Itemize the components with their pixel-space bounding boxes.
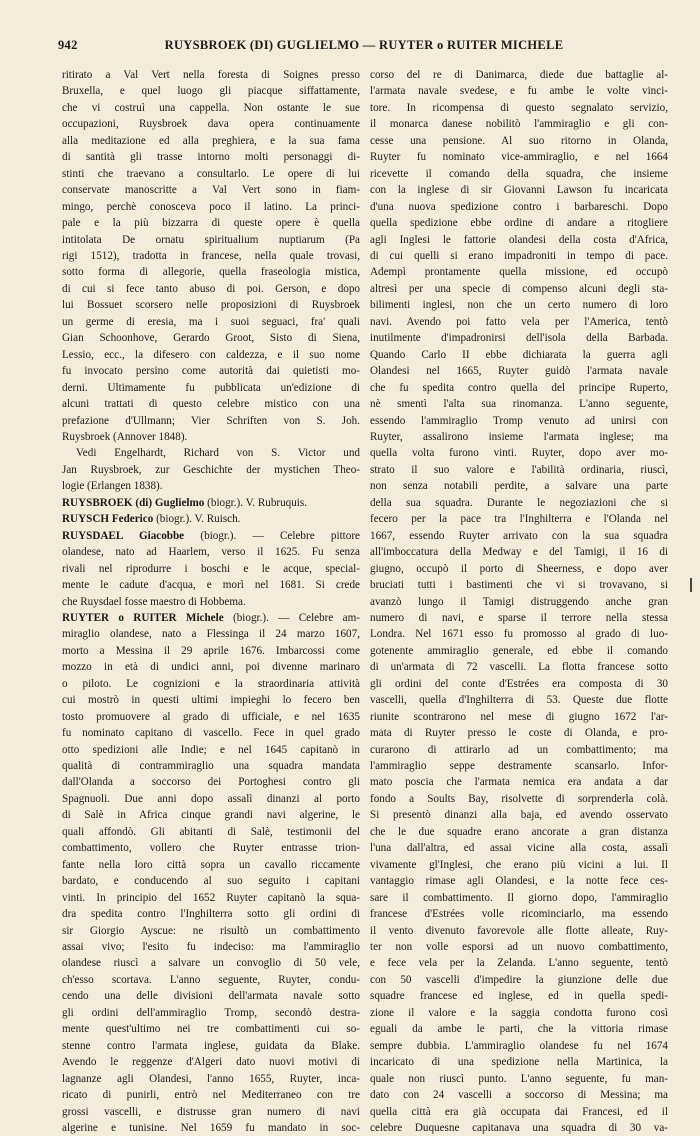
left-column-line: algerine e tunisine. Nel 1659 fu mandato in soc- xyxy=(62,1122,360,1134)
left-column xyxy=(62,67,360,1134)
right-column-line: che le due squadre erano ancorate a gran distanza xyxy=(370,825,668,838)
right-column-line: vantaggio rimase agli Olandesi, e la notte fece ces- xyxy=(370,875,668,888)
right-column-line: quale non riuscì punto. L'anno seguente, fu man- xyxy=(370,1072,668,1085)
right-column-line: Si presentò dinanzi alla baja, ed avendo osservato xyxy=(370,809,668,822)
left-column-line: dall'Olanda a soccorso dei Portoghesi contro gli xyxy=(62,776,360,789)
right-column-line: d'una nuova spedizione contro i barbareschi. Dopo xyxy=(370,200,668,213)
left-column-line: mente quest'ultimo nei tre combattimenti cui so- xyxy=(62,1023,360,1036)
left-column-line: un germe di eresia, ma i suoi seguaci, fra' quali xyxy=(62,315,360,328)
left-column-line: olandese riuscì a salvare un convoglio di 50 vele, xyxy=(62,957,360,970)
right-column-line: celebre Duquesne capitanava una squadra di 30 va- xyxy=(370,1122,668,1134)
left-column-line: miraglio olandese, nato a Flessinga il 24 marzo 1607, xyxy=(62,628,360,641)
right-column-line: all'imboccatura della Medway e del Tamigi, il 16 di xyxy=(370,546,668,559)
left-column-line: prefazione d'Ullmann; Vier Schriften von S. Joh. xyxy=(62,414,360,427)
entry-headword: RUYTER o RUITER Michele xyxy=(62,611,224,624)
right-column-line: giugno, occupò il porto di Sheerness, e dopo aver xyxy=(370,562,668,575)
right-column-line: vascelli, quella d'Inghilterra di 53. Queste due flotte xyxy=(370,694,668,707)
right-column-line: cesse una pensione. Al suo ritorno in Olanda, xyxy=(370,134,668,147)
right-column-line: sempre dubbia. L'ammiraglio olandese fu nel 1674 xyxy=(370,1039,668,1052)
left-column-line: stenne contro l'armata inglese, guidata da Blake. xyxy=(62,1039,360,1052)
left-column-line: ch'esso scortava. L'anno seguente, Ruyter, condu- xyxy=(62,973,360,986)
left-column-line: bardato, e conducendo al suo seguito i capitani xyxy=(62,875,360,888)
left-column-line: qualità di contrammiraglio una squadra mandata xyxy=(62,760,360,773)
right-column-line: Ruyter, assalirono insieme l'armata inglese; ma xyxy=(370,430,668,443)
left-column-line: RUYTER o RUITER Michele (biogr.). — Celebre am- xyxy=(62,611,360,624)
right-column-line: Londra. Nel 1671 esso fu promosso al grado di luo- xyxy=(370,628,668,641)
left-column-line: che Ruysdael fosse maestro di Hobbema. xyxy=(62,595,246,608)
left-column-line: fu invocato persino come autorità dai quietisti mo- xyxy=(62,365,360,378)
left-column-line: cendo una delle divisioni dell'armata navale sotto xyxy=(62,990,360,1003)
right-column-line: riunite scontrarono nel mese di giugno 1672 l'ar- xyxy=(370,710,668,723)
right-column-line: mato poscia che l'armata nemica era andata a dar xyxy=(370,776,668,789)
right-column-line: avanzò lungo il Tamigi distruggendo anche gran xyxy=(370,595,668,608)
left-column-line: rigi 1512), tradotta in francese, nella quale trovasi, xyxy=(62,249,360,262)
right-column-line: zione il valore e la saggia condotta furono così xyxy=(370,1006,668,1019)
right-column-line: della sua squadra. Durante le negoziazioni che si xyxy=(370,496,668,509)
right-column-line: navi. Avendo poi fatto vela per l'America, tentò xyxy=(370,315,668,328)
right-column-line: altresì per una specie di compenso alcuni degli sta- xyxy=(370,282,668,295)
left-column-line: mente le cadute d'acqua, e morì nel 1681. Si crede xyxy=(62,579,360,592)
left-column-line: di santità gli trasse intorno molti personaggi di- xyxy=(62,151,360,164)
left-column-line: lagnanze agli Olandesi, l'anno 1655, Ruyter, inca- xyxy=(62,1072,360,1085)
left-column-line: Vedi Engelhardt, Richard von S. Victor und xyxy=(76,447,360,460)
left-column-line: RUYSDAEL Giacobbe (biogr.). — Celebre pittore xyxy=(62,529,360,542)
right-column-line: quella volta furono vinti. Ruyter, dopo aver mo- xyxy=(370,447,668,460)
right-column-line: vivamente gl'Inglesi, che erano più vicini a lui. Il xyxy=(370,858,668,871)
margin-mark xyxy=(690,578,692,592)
right-column-line: eguali da ambe le parti, che la vittoria rimase xyxy=(370,1023,668,1036)
right-column-line: fecero per la pace tra l'Inghilterra e l'Olanda nel xyxy=(370,513,668,526)
right-column-line: l'armata navale svedese, e fu ambe le volte vinci- xyxy=(370,85,668,98)
entry-headword: RUYSDAEL Giacobbe xyxy=(62,529,185,542)
entry-headword: RUYSBROEK (di) Guglielmo xyxy=(62,496,205,509)
left-column-line: RUYSBROEK (di) Guglielmo (biogr.). V. Rubruquis. xyxy=(62,496,308,509)
left-column-line: conservate manoscritte a Val Vert sono in fiam- xyxy=(62,184,360,197)
left-column-line: occupazioni, Ruysbroek dava opera continuamente xyxy=(62,118,360,131)
right-column-line: bilimenti inglesi, non che un certo numero di loro xyxy=(370,299,668,312)
left-column-line: Spagnuoli. Due anni dopo assalì dinanzi al porto xyxy=(62,792,360,805)
left-column-line: pale e la più bizzarra di queste opere è quella xyxy=(62,217,360,230)
left-column-line: grossi vascelli, e distrusse gran numero di navi xyxy=(62,1105,360,1118)
right-column-line: ricevette il comando della squadra, che insieme xyxy=(370,167,668,180)
right-column-line: il monarca danese nobilitò l'ammiraglio e gli con- xyxy=(370,118,668,131)
right-column-line: dato con 24 vascelli a soccorso di Messina; ma xyxy=(370,1089,668,1102)
left-column-line: olandese, nato ad Haarlem, verso il 1625. Fu senza xyxy=(62,546,360,559)
left-column-line: ritirato a Val Vert nella foresta di Soignes presso xyxy=(62,69,360,81)
right-column-line: fondo a Soults Bay, risolvette di sorprenderla colà. xyxy=(370,792,668,805)
running-header xyxy=(58,38,670,56)
right-column-line: quella città era già occupata dai Francesi, ed il xyxy=(370,1105,668,1118)
right-column-line: numero di navi, e sparse il terrore nella stessa xyxy=(370,611,668,624)
left-column-line: gli ordini dell'ammiraglio Tromp, secondò destra- xyxy=(62,1006,360,1019)
left-column-line: ricato di punirli, entrò nel Mediterraneo con tre xyxy=(62,1089,360,1102)
right-column-line: gli ordini del conte d'Estrées era composta di 30 xyxy=(370,677,668,690)
left-column-line: morto a Messina il 29 aprile 1676. Imbarcossi come xyxy=(62,644,360,657)
left-column-line: Avendo le reggenze d'Algeri dato nuovi motivi di xyxy=(62,1056,360,1069)
right-column-line: l'ammiraglio seppe destramente scansarlo. Infor- xyxy=(370,760,668,773)
left-column-line: combattimento, vollero che Ruyter entrasse trion- xyxy=(62,842,360,855)
left-column-line: lui Bossuet scorsero nelle proposizioni di Ruysbroek xyxy=(62,299,360,312)
right-column-line: di un'armata di 72 vascelli. La flotta francese sotto xyxy=(370,661,668,674)
right-column-line: corso del re di Danimarca, diede due battaglie al- xyxy=(370,69,668,81)
right-column-line: tore. In ricompensa di questo segnalato servizio, xyxy=(370,101,668,114)
left-column-line: tosto promuovere al grado di ufficiale, e nel 1635 xyxy=(62,710,360,723)
left-column-line: stinti che traevano a consultarlo. Le opere di lui xyxy=(62,167,360,180)
right-column-line: e fece vela per la Zelanda. L'anno seguente, tentò xyxy=(370,957,668,970)
left-column-line: Ruysbroek (Annover 1848). xyxy=(62,430,188,443)
left-column-line: Lessio, ecc., la difesero con caldezza, e il suo nome xyxy=(62,348,360,361)
left-column-line: Bruxella, e quel luogo gli piacque siffattamente, xyxy=(62,85,360,98)
right-column-line: sare il combattimento. Il giorno dopo, l'ammiraglio xyxy=(370,891,668,904)
left-column-line: mingo, perchè conosceva poco il latino. La princi- xyxy=(62,200,360,213)
right-column-line: gotenente ammiraglio generale, ed ebbe il comando xyxy=(370,644,668,657)
left-column-line: assai vivo; l'esito fu indeciso: ma l'ammiraglio xyxy=(62,941,360,954)
right-column-line: incaricato di una spedizione nella Martinica, la xyxy=(370,1056,668,1069)
left-column-line: alla meditazione ed alla preghiera, e la sua fama xyxy=(62,134,360,147)
left-column-line: sotto forma di allegorie, quella fraseologia mistica, xyxy=(62,266,360,279)
left-column-line: rivali nel riprodurre i boschi e le acque, special- xyxy=(62,562,360,575)
right-column-line: francese d'Estrées volle ricominciarlo, ma essendo xyxy=(370,908,668,921)
entry-headword: RUYSCH Federico xyxy=(62,513,154,526)
left-column-line: cui mostrò in questi ultimi impieghi lo fecero ben xyxy=(62,694,360,707)
page-number: 942 xyxy=(58,38,78,52)
left-column-line: Gian Schoonhove, Gerardo Groot, Sisto di Siena, xyxy=(62,332,360,345)
running-title: RUYSBROEK (DI) GUGLIELMO — RUYTER o RUITER MICHELE xyxy=(164,38,564,52)
right-column-line: ter non volle esporsi ad un nuovo combattimento, xyxy=(370,941,668,954)
left-column-line: fu nominato capitano di vascello. Fece in quel grado xyxy=(62,727,360,740)
right-column-line: quella spedizione ebbe ordine di andare a ritogliere xyxy=(370,217,668,230)
left-column-line: RUYSCH Federico (biogr.). V. Ruisch. xyxy=(62,513,241,526)
right-column xyxy=(370,67,668,1134)
left-column-line: otto spedizioni alle Indie; e nel 1645 capitanò in xyxy=(62,743,360,756)
right-column-line: di cui quelli si erano impadroniti in tempo di pace. xyxy=(370,249,668,262)
left-column-line: di cui si fece tanto abuso di poi. Gerson, e dopo xyxy=(62,282,360,295)
right-column-line: curarono di attirarlo ad un combattimento; ma xyxy=(370,743,668,756)
right-column-line: 1667, essendo Ruyter arrivato con la sua squadra xyxy=(370,529,668,542)
left-column-line: alcuni trattati di questo celebre mistico con una xyxy=(62,398,360,411)
right-column-line: l'una dall'altra, ed assai vicine alla costa, assalì xyxy=(370,842,668,855)
right-column-line: Olandesi nel 1665, Ruyter guidò l'armata navale xyxy=(370,365,668,378)
right-column-line: inutilmente d'impadronirsi dell'isola della Barbada. xyxy=(370,332,668,345)
left-column-line: Jan Ruysbroek, zur Geschichte der mystichen Theo- xyxy=(62,463,360,476)
right-column-line: Ruyter fu nominato vice-ammiraglio, e nel 1664 xyxy=(370,151,668,164)
right-column-line: non senza notabili perdite, a salvare una parte xyxy=(370,480,668,493)
right-column-line: il vento divenuto favorevole alle flotte alleate, Ruy- xyxy=(370,924,668,937)
right-column-line: nè smentì l'alta sua rinomanza. L'anno seguente, xyxy=(370,398,668,411)
left-column-line: mozzo in età di undici anni, poi divenne marinaro xyxy=(62,661,360,674)
right-column-line: Adempì prontamente quella missione, ed occupò xyxy=(370,266,668,279)
left-column-line: o piloto. Le cognizioni e la straordinaria attività xyxy=(62,677,360,690)
left-column-line: che vi costruì una cappella. Non ostante le sue xyxy=(62,101,360,114)
right-column-line: squadre francese ed inglese, ed in quella spedi- xyxy=(370,990,668,1003)
left-column-line: intitolata De ornatu spiritualium nuptiarum (Pa xyxy=(62,233,360,246)
right-column-line: con la inglese di sir Giovanni Lawson fu incaricata xyxy=(370,184,668,197)
right-column-line: Quando Carlo II ebbe dichiarata la guerra agli xyxy=(370,348,668,361)
left-column-line: fante nella loro città sopra un cavallo riccamente xyxy=(62,858,360,871)
right-column-line: strato il suo valore e l'abilità ordinaria, riuscì, xyxy=(370,463,668,476)
left-column-line: dra spedita contro l'Inghilterra sotto gli ordini di xyxy=(62,908,360,921)
left-column-line: derni. Ultimamente fu pubblicata un'edizione di xyxy=(62,381,360,394)
left-column-line: di Salè in Africa cinque grandi navi algerine, le xyxy=(62,809,360,822)
right-column-line: agli Inglesi le fattorie olandesi della costa d'Africa, xyxy=(370,233,668,246)
left-column-line: vinti. In principio del 1652 Ruyter capitanò la squa- xyxy=(62,891,360,904)
right-column-line: che fu spedita contro quella del principe Ruperto, xyxy=(370,381,668,394)
right-column-line: con 50 vascelli d'impedire la giunzione delle due xyxy=(370,973,668,986)
right-column-line: bruciati tutti i bastimenti che vi si trovavano, si xyxy=(370,579,668,592)
right-column-line: essendo l'ammiraglio Tromp venuto ad unirsi con xyxy=(370,414,668,427)
left-column-line: sir Giorgio Ayscue: ne risultò un combattimento xyxy=(62,924,360,937)
left-column-line: quali affondò. Gli abitanti di Salè, testimonii del xyxy=(62,825,360,838)
right-column-line: mata di Ruyter presso le coste di Olanda, e pro- xyxy=(370,727,668,740)
left-column-line: logie (Erlangen 1838). xyxy=(62,480,163,493)
